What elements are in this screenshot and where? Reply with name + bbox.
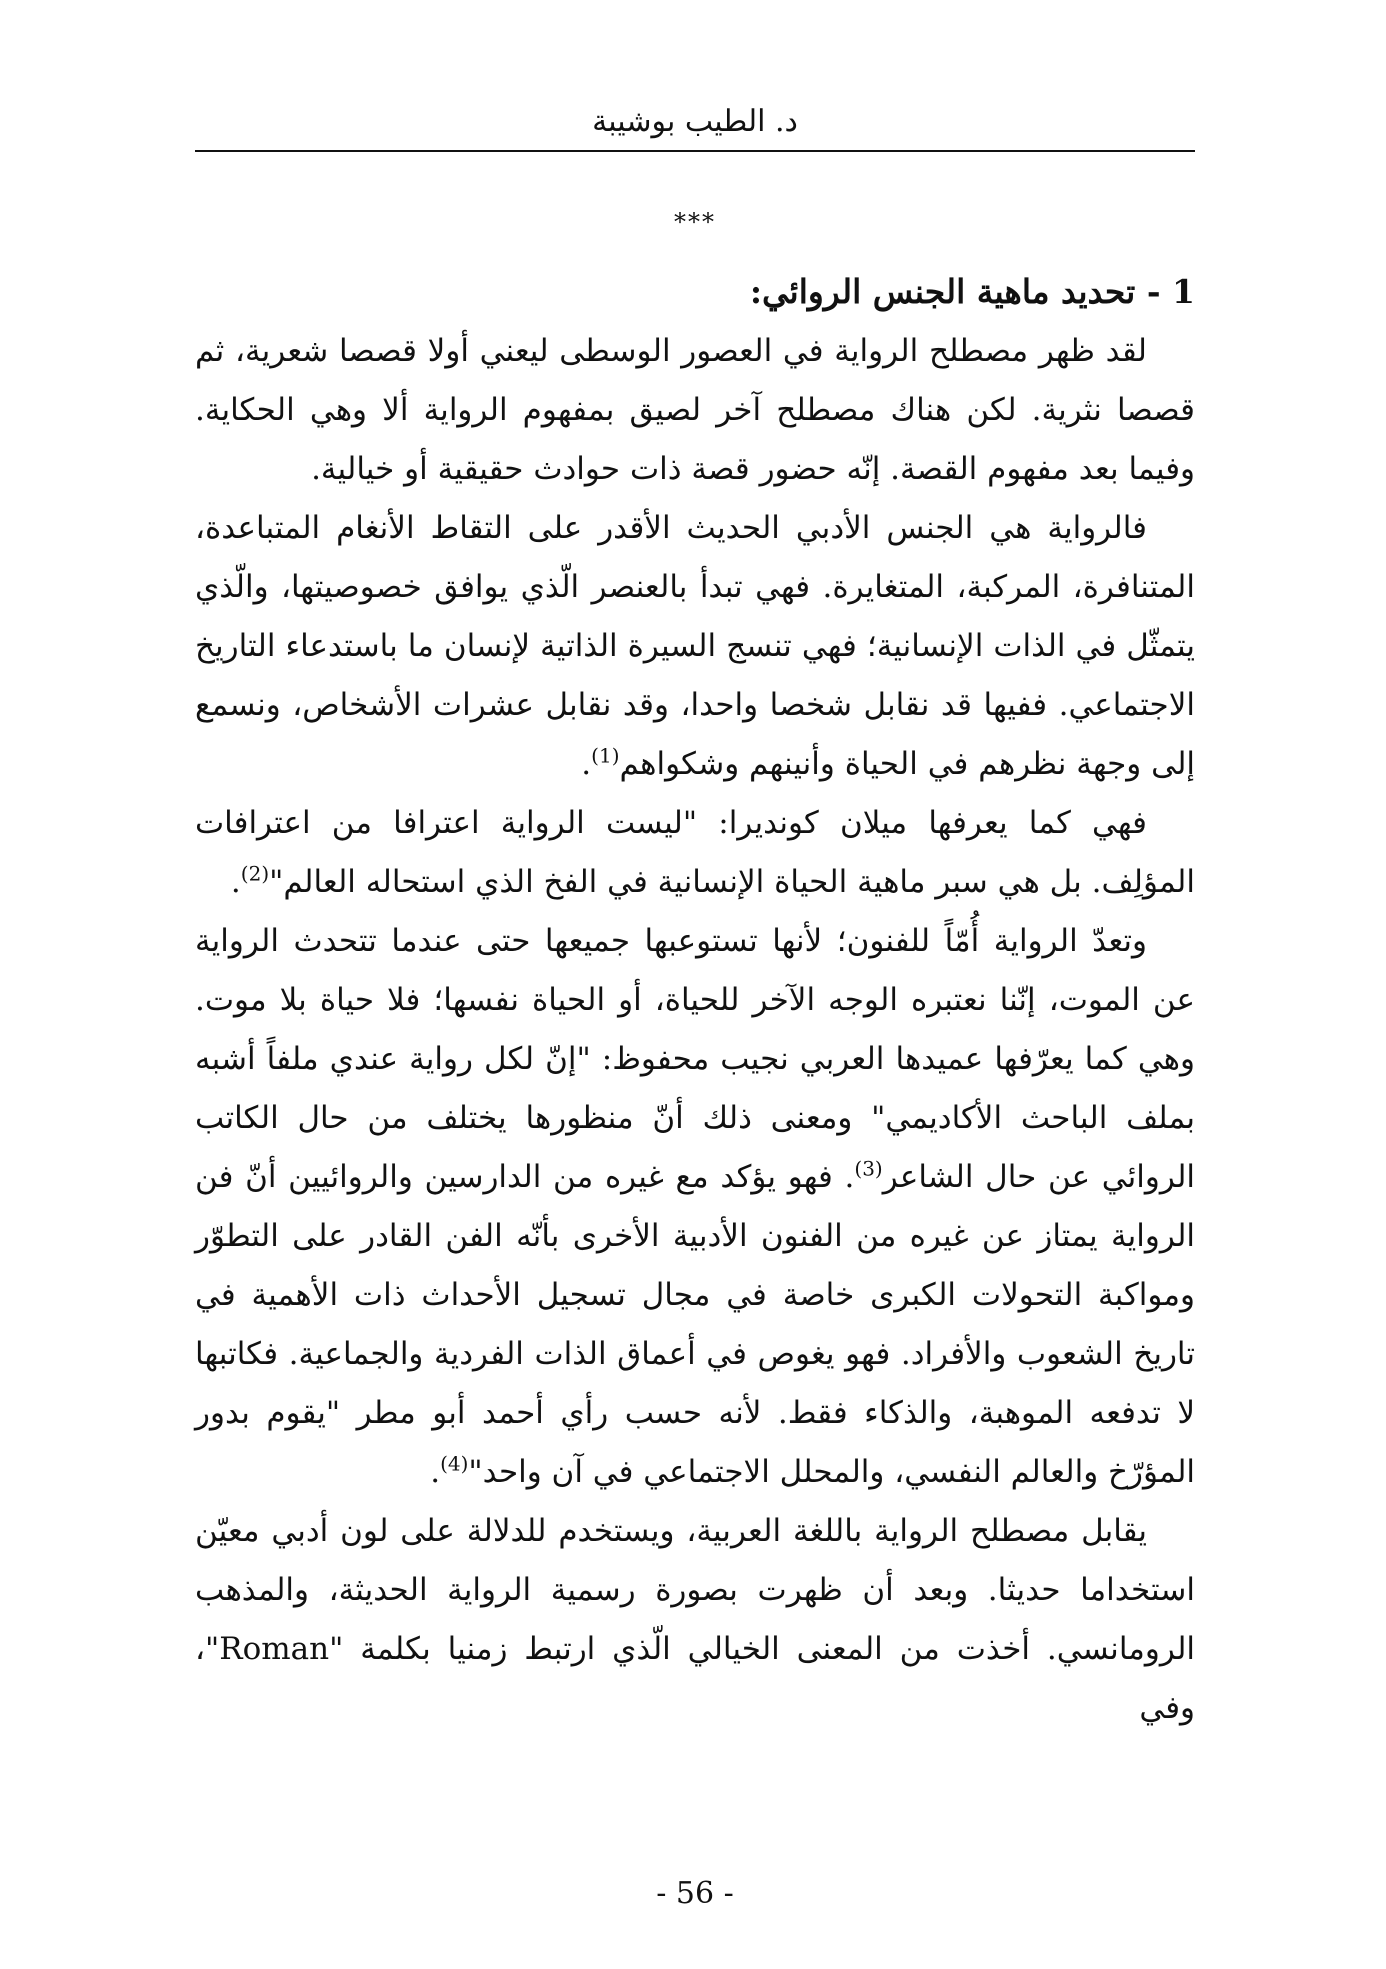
section-heading: 1 - تحديد ماهية الجنس الروائي: [749, 272, 1195, 311]
paragraph-3 [195, 794, 1195, 912]
page-number: - 56 - [656, 1876, 734, 1911]
paragraph-3-end: . [230, 864, 241, 900]
paragraph-1-text: لقد ظهر مصطلح الرواية في العصور الوسطى ليعني أولا قصصا شعرية، ثم قصصا نثرية. لكن هناك مصطلح آخر لصيق بمفهوم الرواية ألا وهي الحكاية. وفيما بعد مفهوم القصة. إنّه حضور قصة ذات حوادث حقيقية أو خيالية. [195, 333, 1195, 487]
footnote-ref-2: (2) [240, 861, 270, 886]
paragraph-1 [195, 322, 1195, 499]
footnote-ref-3: (3) [854, 1156, 883, 1181]
paragraph-5-text: يقابل مصطلح الرواية باللغة العربية، ويستخدم للدلالة على لون أدبي معيّن استخداما حديثا. وبعد أن ظهرت بصورة رسمية الرواية الحديثة، والمذهب الرومانسي. أخذت من المعنى الخيالي الّذي ارتبط زمنيا بكلمة "Roman"، وفي [195, 1513, 1195, 1726]
section-separator: *** [674, 208, 716, 236]
paragraph-5 [195, 1502, 1195, 1738]
header-divider [195, 150, 1195, 152]
footnote-ref-4: (4) [440, 1451, 469, 1476]
paragraph-4-text-b: . فهو يؤكد مع غيره من الدارسين والروائيين أنّ فن الرواية يمتاز عن غيره من الفنون الأدبية الأخرى بأنّه الفن القادر على التطوّر ومواكبة التحولات الكبرى خاصة في مجال تسجيل الأحداث ذات الأهمية في تاريخ الشعوب والأفراد. فهو يغوص في أعماق الذات الفردية والجماعية. فكاتبها لا تدفعه الموهبة، والذكاء فقط. لأنه حسب رأي أحمد أبو مطر "يقوم بدور المؤرّخ والعالم النفسي، والمحلل الاجتماعي في آن واحد" [195, 1159, 1195, 1490]
running-header-author: د. الطيب بوشيبة [592, 104, 798, 139]
paragraph-4 [195, 912, 1195, 1502]
paragraph-2-end: . [581, 746, 592, 782]
footnote-ref-1: (1) [591, 743, 620, 768]
paragraph-3-text: فهي كما يعرفها ميلان كونديرا: "ليست الرواية اعترافا من اعترافات المؤلِف. بل هي سبر ماهية الحياة الإنسانية في الفخ الذي استحاله العالم" [195, 805, 1195, 900]
paragraph-4-end: . [430, 1454, 441, 1490]
paragraph-2-text: فالرواية هي الجنس الأدبي الحديث الأقدر على التقاط الأنغام المتباعدة، المتنافرة، المركبة، المتغايرة. فهي تبدأ بالعنصر الّذي يوافق خصوصيتها، والّذي يتمثّل في الذات الإنسانية؛ فهي تنسج السيرة الذاتية لإنسان ما باستدعاء التاريخ الاجتماعي. ففيها قد نقابل شخصا واحدا، وقد نقابل عشرات الأشخاص، ونسمع إلى وجهة نظرهم في الحياة وأنينهم وشكواهم [195, 510, 1195, 782]
paragraph-4-text-a: وتعدّ الرواية أُمّاً للفنون؛ لأنها تستوعبها جميعها حتى عندما تتحدث الرواية عن الموت، إنّنا نعتبره الوجه الآخر للحياة، أو الحياة نفسها؛ فلا حياة بلا موت. وهي كما يعرّفها عميدها العربي نجيب محفوظ: "إنّ لكل رواية عندي ملفاً أشبه بملف الباحث الأكاديمي" ومعنى ذلك أنّ منظورها يختلف من حال الكاتب الروائي عن حال الشاعر [195, 923, 1196, 1195]
page-body [195, 262, 1195, 1738]
paragraph-2 [195, 499, 1195, 794]
